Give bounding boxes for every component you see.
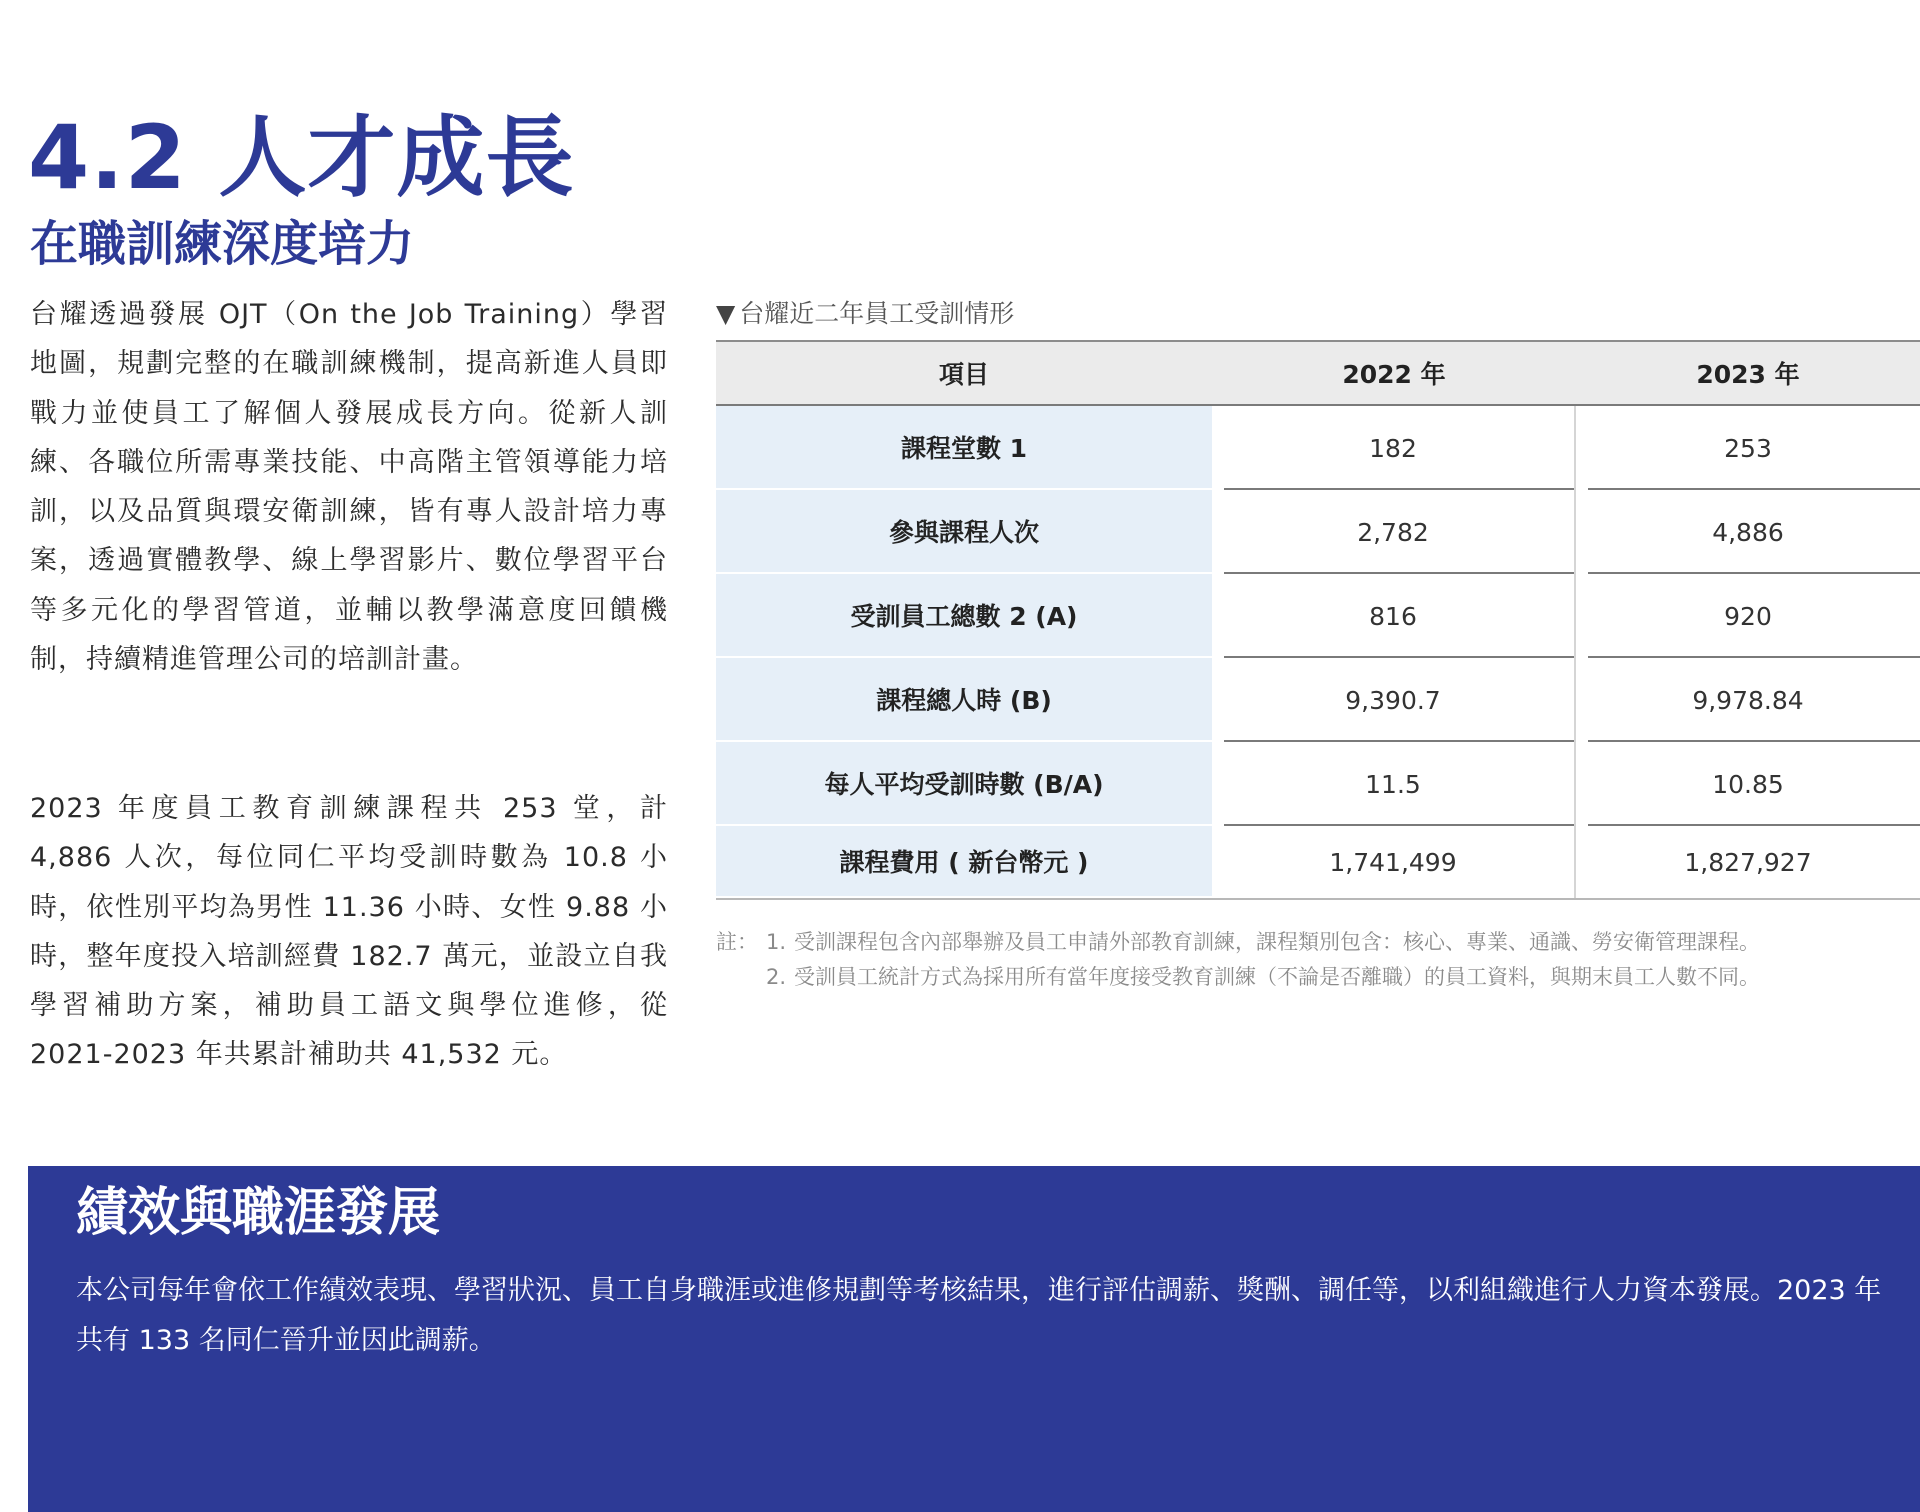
row-value-2023: 1,827,927: [1684, 847, 1812, 877]
row-value-2023: 9,978.84: [1576, 658, 1920, 742]
row-value-2022: 9,390.7: [1212, 658, 1576, 742]
header-item: 項目: [938, 360, 989, 389]
header-2023: 2023 年: [1696, 360, 1800, 389]
row-value-2022: 11.5: [1212, 742, 1576, 826]
section-subtitle: 在職訓練深度培力: [30, 216, 415, 272]
row-item-label: 每人平均受訓時數 (B/A): [716, 742, 1212, 826]
row-item-label: 課程費用 ( 新台幣元 ): [716, 826, 1212, 898]
table-row: [716, 490, 1920, 574]
row-item-label: 參與課程人次: [716, 490, 1212, 574]
table-caption-text: 台耀近二年員工受訓情形: [739, 299, 1015, 328]
table-row: [716, 658, 1920, 742]
row-item-label: 課程總人時 (B): [716, 658, 1212, 742]
caption-triangle-icon: ▼: [716, 299, 736, 328]
row-value-2022: 816: [1212, 574, 1576, 658]
table-row: [716, 742, 1920, 826]
performance-body: 本公司每年會依工作績效表現、學習狀況、員工自身職涯或進修規劃等考核結果，進行評估調薪、獎酬、調任等，以利組織進行人力資本發展。2023 年共有 133 名同仁晉升並因此調薪。: [76, 1275, 1882, 1356]
row-value-2023: 253: [1576, 406, 1920, 490]
row-value-2022: 2,782: [1212, 490, 1576, 574]
training-table: [716, 340, 1920, 898]
note-line: [716, 925, 1920, 960]
performance-title: 績效與職涯發展: [76, 1183, 441, 1243]
intro-paragraph-2: 2023 年度員工教育訓練課程共 253 堂，計 4,886 人次，每位同仁平均受訓時數為 10.8 小時，依性別平均為男性 11.36 小時、女性 9.88 小時，整年度投入培訓經費 182.7 萬元，並設立自我學習補助方案，補助員工語文與學位進修，從 2021-2023 年共累計補助共 41,532 元。: [30, 793, 668, 1071]
note-text: 受訓員工統計方式為採用所有當年度接受教育訓練（不論是否離職）的員工資料，與期末員工人數不同。: [794, 965, 1761, 989]
note-text: 受訓課程包含內部舉辦及員工申請外部教育訓練，課程類別包含：核心、專業、通識、勞安衛管理課程。: [794, 930, 1761, 954]
table-notes: [716, 925, 1920, 995]
table-bottom-rule: [716, 898, 1920, 900]
intro-paragraph-1: 台耀透過發展 OJT（On the Job Training）學習地圖，規劃完整的在職訓練機制，提高新進人員即戰力並使員工了解個人發展成長方向。從新人訓練、各職位所需專業技能、中高階主管領導能力培訓，以及品質與環安衛訓練，皆有專人設計培力專案，透過實體教學、線上學習影片、數位學習平台等多元化的學習管道，並輔以教學滿意度回饋機制，持續精進管理公司的培訓計畫。: [30, 299, 668, 676]
header-2022: 2022 年: [1342, 360, 1446, 389]
row-item-label: 課程堂數 1: [716, 406, 1212, 490]
note-prefix: 註：: [716, 930, 758, 954]
row-item-label: 受訓員工總數 2 (A): [716, 574, 1212, 658]
performance-panel: [28, 1166, 1920, 1512]
table-row: [716, 406, 1920, 490]
row-value-2023: 4,886: [1576, 490, 1920, 574]
note-number: 2.: [766, 965, 787, 989]
row-value-2023: 10.85: [1576, 742, 1920, 826]
table-row: [716, 826, 1920, 898]
row-value-2022: 182: [1212, 406, 1576, 490]
note-line: [716, 960, 1920, 995]
row-value-2022: 1,741,499: [1212, 826, 1576, 898]
page-title: 4.2 人才成長: [28, 106, 575, 209]
note-number: 1.: [766, 930, 787, 954]
table-header-row: [716, 342, 1920, 406]
table-caption: [716, 294, 1014, 334]
row-value-2023: 920: [1576, 574, 1920, 658]
table-row: [716, 574, 1920, 658]
